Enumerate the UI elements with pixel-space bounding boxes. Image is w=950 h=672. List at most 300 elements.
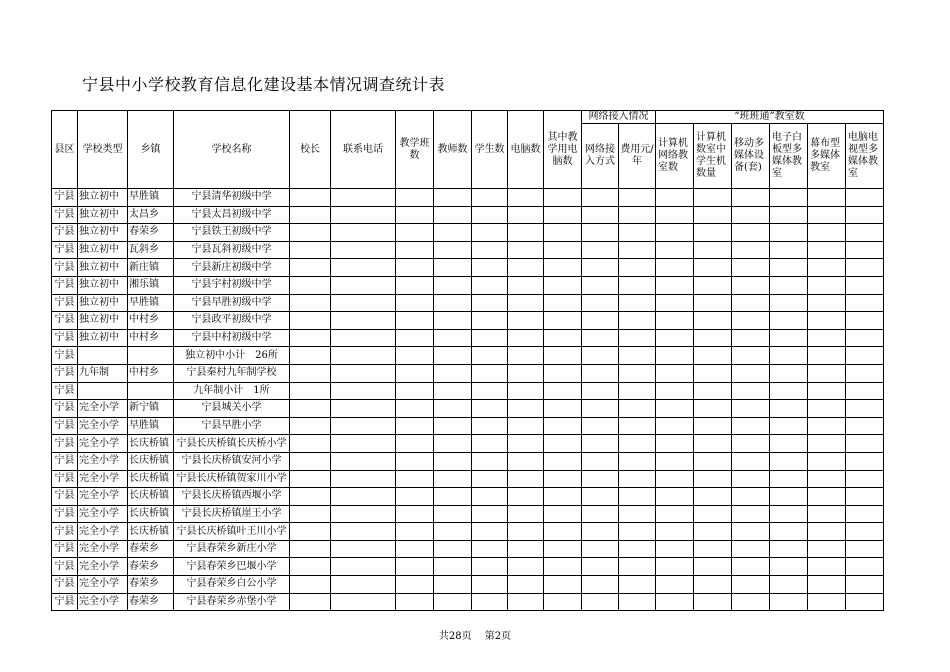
header-screen-rooms: 幕布型多媒体教室 [808,124,846,189]
empty-cell [770,417,808,435]
town-cell: 长庆桥镇 [128,435,174,453]
empty-cell [619,576,656,594]
empty-cell [656,206,694,224]
county-cell: 宁县 [52,523,78,541]
header-network-fee: 费用元/年 [619,124,656,189]
empty-cell [770,505,808,523]
table-row [52,435,884,453]
empty-cell [544,505,582,523]
empty-cell [396,276,434,294]
town-cell: 春荣乡 [128,593,174,611]
school-type-cell: 完全小学 [78,470,128,488]
empty-cell [846,435,884,453]
empty-cell [619,540,656,558]
empty-cell [619,347,656,365]
school-type-cell: 完全小学 [78,400,128,418]
empty-cell [582,276,619,294]
empty-cell [846,241,884,259]
empty-cell [846,347,884,365]
empty-cell [472,417,508,435]
empty-cell [808,382,846,400]
empty-cell [770,189,808,207]
empty-cell [434,276,472,294]
empty-cell [846,505,884,523]
school-type-cell [78,382,128,400]
empty-cell [846,470,884,488]
empty-cell [472,576,508,594]
empty-cell [694,593,732,611]
empty-cell [694,347,732,365]
empty-cell [472,558,508,576]
empty-cell [732,558,770,576]
school-type-cell: 完全小学 [78,452,128,470]
empty-cell [434,470,472,488]
empty-cell [656,276,694,294]
empty-cell [732,382,770,400]
empty-cell [656,364,694,382]
empty-cell [582,417,619,435]
table-row [52,505,884,523]
school-type-cell: 完全小学 [78,435,128,453]
empty-cell [396,206,434,224]
empty-cell [472,259,508,277]
town-cell: 春荣乡 [128,576,174,594]
header-banbantong-group: “班班通”教室数 [656,111,884,124]
empty-cell [434,259,472,277]
empty-cell [732,400,770,418]
empty-cell [472,488,508,506]
empty-cell [808,312,846,330]
empty-cell [331,241,396,259]
empty-cell [582,294,619,312]
empty-cell [472,400,508,418]
empty-cell [619,435,656,453]
empty-cell [770,558,808,576]
town-cell: 长庆桥镇 [128,523,174,541]
header-school-type: 学校类型 [78,111,128,189]
empty-cell [472,523,508,541]
empty-cell [808,452,846,470]
empty-cell [656,435,694,453]
empty-cell [396,452,434,470]
empty-cell [694,400,732,418]
header-mobile-devices: 移动多媒体设备(套) [732,124,770,189]
empty-cell [732,347,770,365]
empty-cell [694,452,732,470]
table-row [52,576,884,594]
empty-cell [846,593,884,611]
empty-cell [582,206,619,224]
empty-cell [808,206,846,224]
empty-cell [694,224,732,242]
empty-cell [770,206,808,224]
empty-cell [508,224,544,242]
empty-cell [508,382,544,400]
empty-cell [656,452,694,470]
empty-cell [656,241,694,259]
empty-cell [331,540,396,558]
empty-cell [656,382,694,400]
empty-cell [434,206,472,224]
school-name-cell: 宁县太昌初级中学 [174,206,290,224]
empty-cell [508,558,544,576]
empty-cell [508,505,544,523]
school-type-cell [78,347,128,365]
empty-cell [544,488,582,506]
empty-cell [808,329,846,347]
header-teaching-computers: 其中教学用电脑数 [544,111,582,189]
empty-cell [732,294,770,312]
empty-cell [846,576,884,594]
empty-cell [396,470,434,488]
county-cell: 宁县 [52,312,78,330]
empty-cell [472,364,508,382]
empty-cell [619,189,656,207]
empty-cell [694,435,732,453]
empty-cell [331,558,396,576]
town-cell [128,347,174,365]
empty-cell [770,435,808,453]
empty-cell [582,259,619,277]
empty-cell [694,364,732,382]
empty-cell [544,470,582,488]
town-cell: 长庆桥镇 [128,488,174,506]
empty-cell [544,558,582,576]
empty-cell [656,400,694,418]
empty-cell [694,523,732,541]
empty-cell [472,452,508,470]
school-type-cell: 独立初中 [78,241,128,259]
empty-cell [732,259,770,277]
town-cell: 早胜镇 [128,417,174,435]
empty-cell [434,558,472,576]
empty-cell [732,312,770,330]
empty-cell [508,276,544,294]
empty-cell [808,558,846,576]
empty-cell [508,452,544,470]
school-type-cell: 独立初中 [78,224,128,242]
table-row [52,224,884,242]
empty-cell [290,206,331,224]
empty-cell [770,329,808,347]
empty-cell [290,364,331,382]
empty-cell [290,347,331,365]
empty-cell [846,417,884,435]
school-type-cell: 九年制 [78,364,128,382]
empty-cell [290,452,331,470]
empty-cell [619,523,656,541]
empty-cell [808,189,846,207]
empty-cell [508,259,544,277]
empty-cell [472,593,508,611]
empty-cell [434,452,472,470]
header-row-1 [52,111,884,124]
school-type-cell: 完全小学 [78,558,128,576]
empty-cell [472,382,508,400]
empty-cell [656,558,694,576]
empty-cell [732,540,770,558]
empty-cell [434,540,472,558]
empty-cell [544,189,582,207]
empty-cell [619,470,656,488]
school-name-cell: 宁县瓦斜初级中学 [174,241,290,259]
county-cell: 宁县 [52,347,78,365]
empty-cell [619,312,656,330]
empty-cell [472,312,508,330]
school-type-cell: 独立初中 [78,276,128,294]
county-cell: 宁县 [52,435,78,453]
empty-cell [472,505,508,523]
empty-cell [619,206,656,224]
empty-cell [544,540,582,558]
empty-cell [290,259,331,277]
empty-cell [846,540,884,558]
county-cell: 宁县 [52,488,78,506]
empty-cell [508,435,544,453]
empty-cell [846,382,884,400]
empty-cell [396,259,434,277]
empty-cell [544,576,582,594]
town-cell: 新庄镇 [128,259,174,277]
header-network-method: 网络接入方式 [582,124,619,189]
empty-cell [331,417,396,435]
county-cell: 宁县 [52,329,78,347]
table-row [52,276,884,294]
header-whiteboard-rooms: 电子白板型多媒体教室 [770,124,808,189]
empty-cell [331,593,396,611]
empty-cell [544,329,582,347]
town-cell: 中村乡 [128,329,174,347]
empty-cell [331,259,396,277]
county-cell: 宁县 [52,189,78,207]
table-row [52,470,884,488]
empty-cell [582,505,619,523]
county-cell: 宁县 [52,224,78,242]
empty-cell [582,241,619,259]
empty-cell [656,540,694,558]
empty-cell [582,452,619,470]
empty-cell [290,593,331,611]
empty-cell [544,382,582,400]
empty-cell [396,347,434,365]
empty-cell [331,400,396,418]
empty-cell [656,294,694,312]
school-type-cell: 完全小学 [78,576,128,594]
empty-cell [694,241,732,259]
school-type-cell: 独立初中 [78,189,128,207]
empty-cell [396,312,434,330]
empty-cell [582,347,619,365]
header-classes: 教学班数 [396,111,434,189]
empty-cell [770,276,808,294]
empty-cell [508,523,544,541]
empty-cell [846,224,884,242]
empty-cell [582,189,619,207]
empty-cell [732,488,770,506]
empty-cell [808,523,846,541]
school-type-cell: 完全小学 [78,523,128,541]
header-teachers: 教师数 [434,111,472,189]
empty-cell [331,224,396,242]
page-footer: 共28页 第2页 [438,631,512,642]
empty-cell [434,189,472,207]
empty-cell [770,382,808,400]
header-computer-lab: 计算机网络教室数 [656,124,694,189]
empty-cell [396,294,434,312]
empty-cell [508,329,544,347]
empty-cell [808,364,846,382]
empty-cell [544,224,582,242]
school-name-cell: 宁县长庆桥镇安河小学 [174,452,290,470]
empty-cell [544,241,582,259]
empty-cell [582,523,619,541]
empty-cell [656,488,694,506]
table-row [52,417,884,435]
empty-cell [396,558,434,576]
empty-cell [290,294,331,312]
empty-cell [472,206,508,224]
empty-cell [808,241,846,259]
empty-cell [694,488,732,506]
header-school-name: 学校名称 [174,111,290,189]
empty-cell [331,435,396,453]
empty-cell [544,259,582,277]
empty-cell [508,540,544,558]
empty-cell [472,224,508,242]
empty-cell [619,558,656,576]
county-cell: 宁县 [52,470,78,488]
table-row [52,312,884,330]
header-computers: 电脑数 [508,111,544,189]
county-cell: 宁县 [52,241,78,259]
school-name-cell: 宁县长庆桥镇贺家川小学 [174,470,290,488]
empty-cell [619,364,656,382]
table-row [52,347,884,365]
school-type-cell: 完全小学 [78,417,128,435]
school-type-cell: 独立初中 [78,329,128,347]
empty-cell [846,329,884,347]
empty-cell [331,347,396,365]
empty-cell [846,312,884,330]
empty-cell [656,505,694,523]
empty-cell [732,435,770,453]
header-network-group: 网络接入情况 [582,111,656,124]
school-name-cell: 宁县政平初级中学 [174,312,290,330]
header-students: 学生数 [472,111,508,189]
empty-cell [290,312,331,330]
empty-cell [472,241,508,259]
empty-cell [770,400,808,418]
school-name-cell: 九年制小计 1所 [174,382,290,400]
empty-cell [508,347,544,365]
empty-cell [582,540,619,558]
empty-cell [694,206,732,224]
empty-cell [331,382,396,400]
table-row [52,241,884,259]
town-cell: 瓦斜乡 [128,241,174,259]
empty-cell [656,470,694,488]
empty-cell [434,523,472,541]
school-name-cell: 宁县春荣乡巴堰小学 [174,558,290,576]
empty-cell [290,470,331,488]
empty-cell [508,593,544,611]
empty-cell [508,312,544,330]
empty-cell [694,259,732,277]
empty-cell [582,400,619,418]
school-type-cell: 完全小学 [78,488,128,506]
empty-cell [656,593,694,611]
empty-cell [396,576,434,594]
empty-cell [694,558,732,576]
table-row [52,382,884,400]
empty-cell [290,523,331,541]
empty-cell [290,417,331,435]
school-type-cell: 完全小学 [78,540,128,558]
empty-cell [508,241,544,259]
school-name-cell: 宁县铁王初级中学 [174,224,290,242]
empty-cell [331,452,396,470]
empty-cell [846,276,884,294]
empty-cell [619,593,656,611]
town-cell: 中村乡 [128,312,174,330]
empty-cell [472,347,508,365]
empty-cell [656,329,694,347]
empty-cell [694,576,732,594]
county-cell: 宁县 [52,400,78,418]
empty-cell [396,224,434,242]
empty-cell [396,382,434,400]
empty-cell [846,400,884,418]
empty-cell [290,540,331,558]
town-cell: 春荣乡 [128,224,174,242]
empty-cell [544,452,582,470]
empty-cell [732,576,770,594]
empty-cell [508,576,544,594]
town-cell: 早胜镇 [128,294,174,312]
empty-cell [732,276,770,294]
empty-cell [290,576,331,594]
school-name-cell: 宁县长庆桥镇叶王川小学 [174,523,290,541]
empty-cell [732,452,770,470]
table-row [52,189,884,207]
empty-cell [331,470,396,488]
empty-cell [290,241,331,259]
school-name-cell: 宁县新庄初级中学 [174,259,290,277]
empty-cell [732,417,770,435]
empty-cell [290,189,331,207]
empty-cell [434,593,472,611]
table-row [52,329,884,347]
empty-cell [434,417,472,435]
town-cell: 太昌乡 [128,206,174,224]
empty-cell [331,294,396,312]
empty-cell [582,576,619,594]
empty-cell [331,505,396,523]
empty-cell [434,382,472,400]
empty-cell [732,505,770,523]
county-cell: 宁县 [52,382,78,400]
empty-cell [694,312,732,330]
empty-cell [846,452,884,470]
empty-cell [544,276,582,294]
empty-cell [508,364,544,382]
empty-cell [434,329,472,347]
empty-cell [396,364,434,382]
empty-cell [770,259,808,277]
empty-cell [396,435,434,453]
empty-cell [544,593,582,611]
empty-cell [331,329,396,347]
